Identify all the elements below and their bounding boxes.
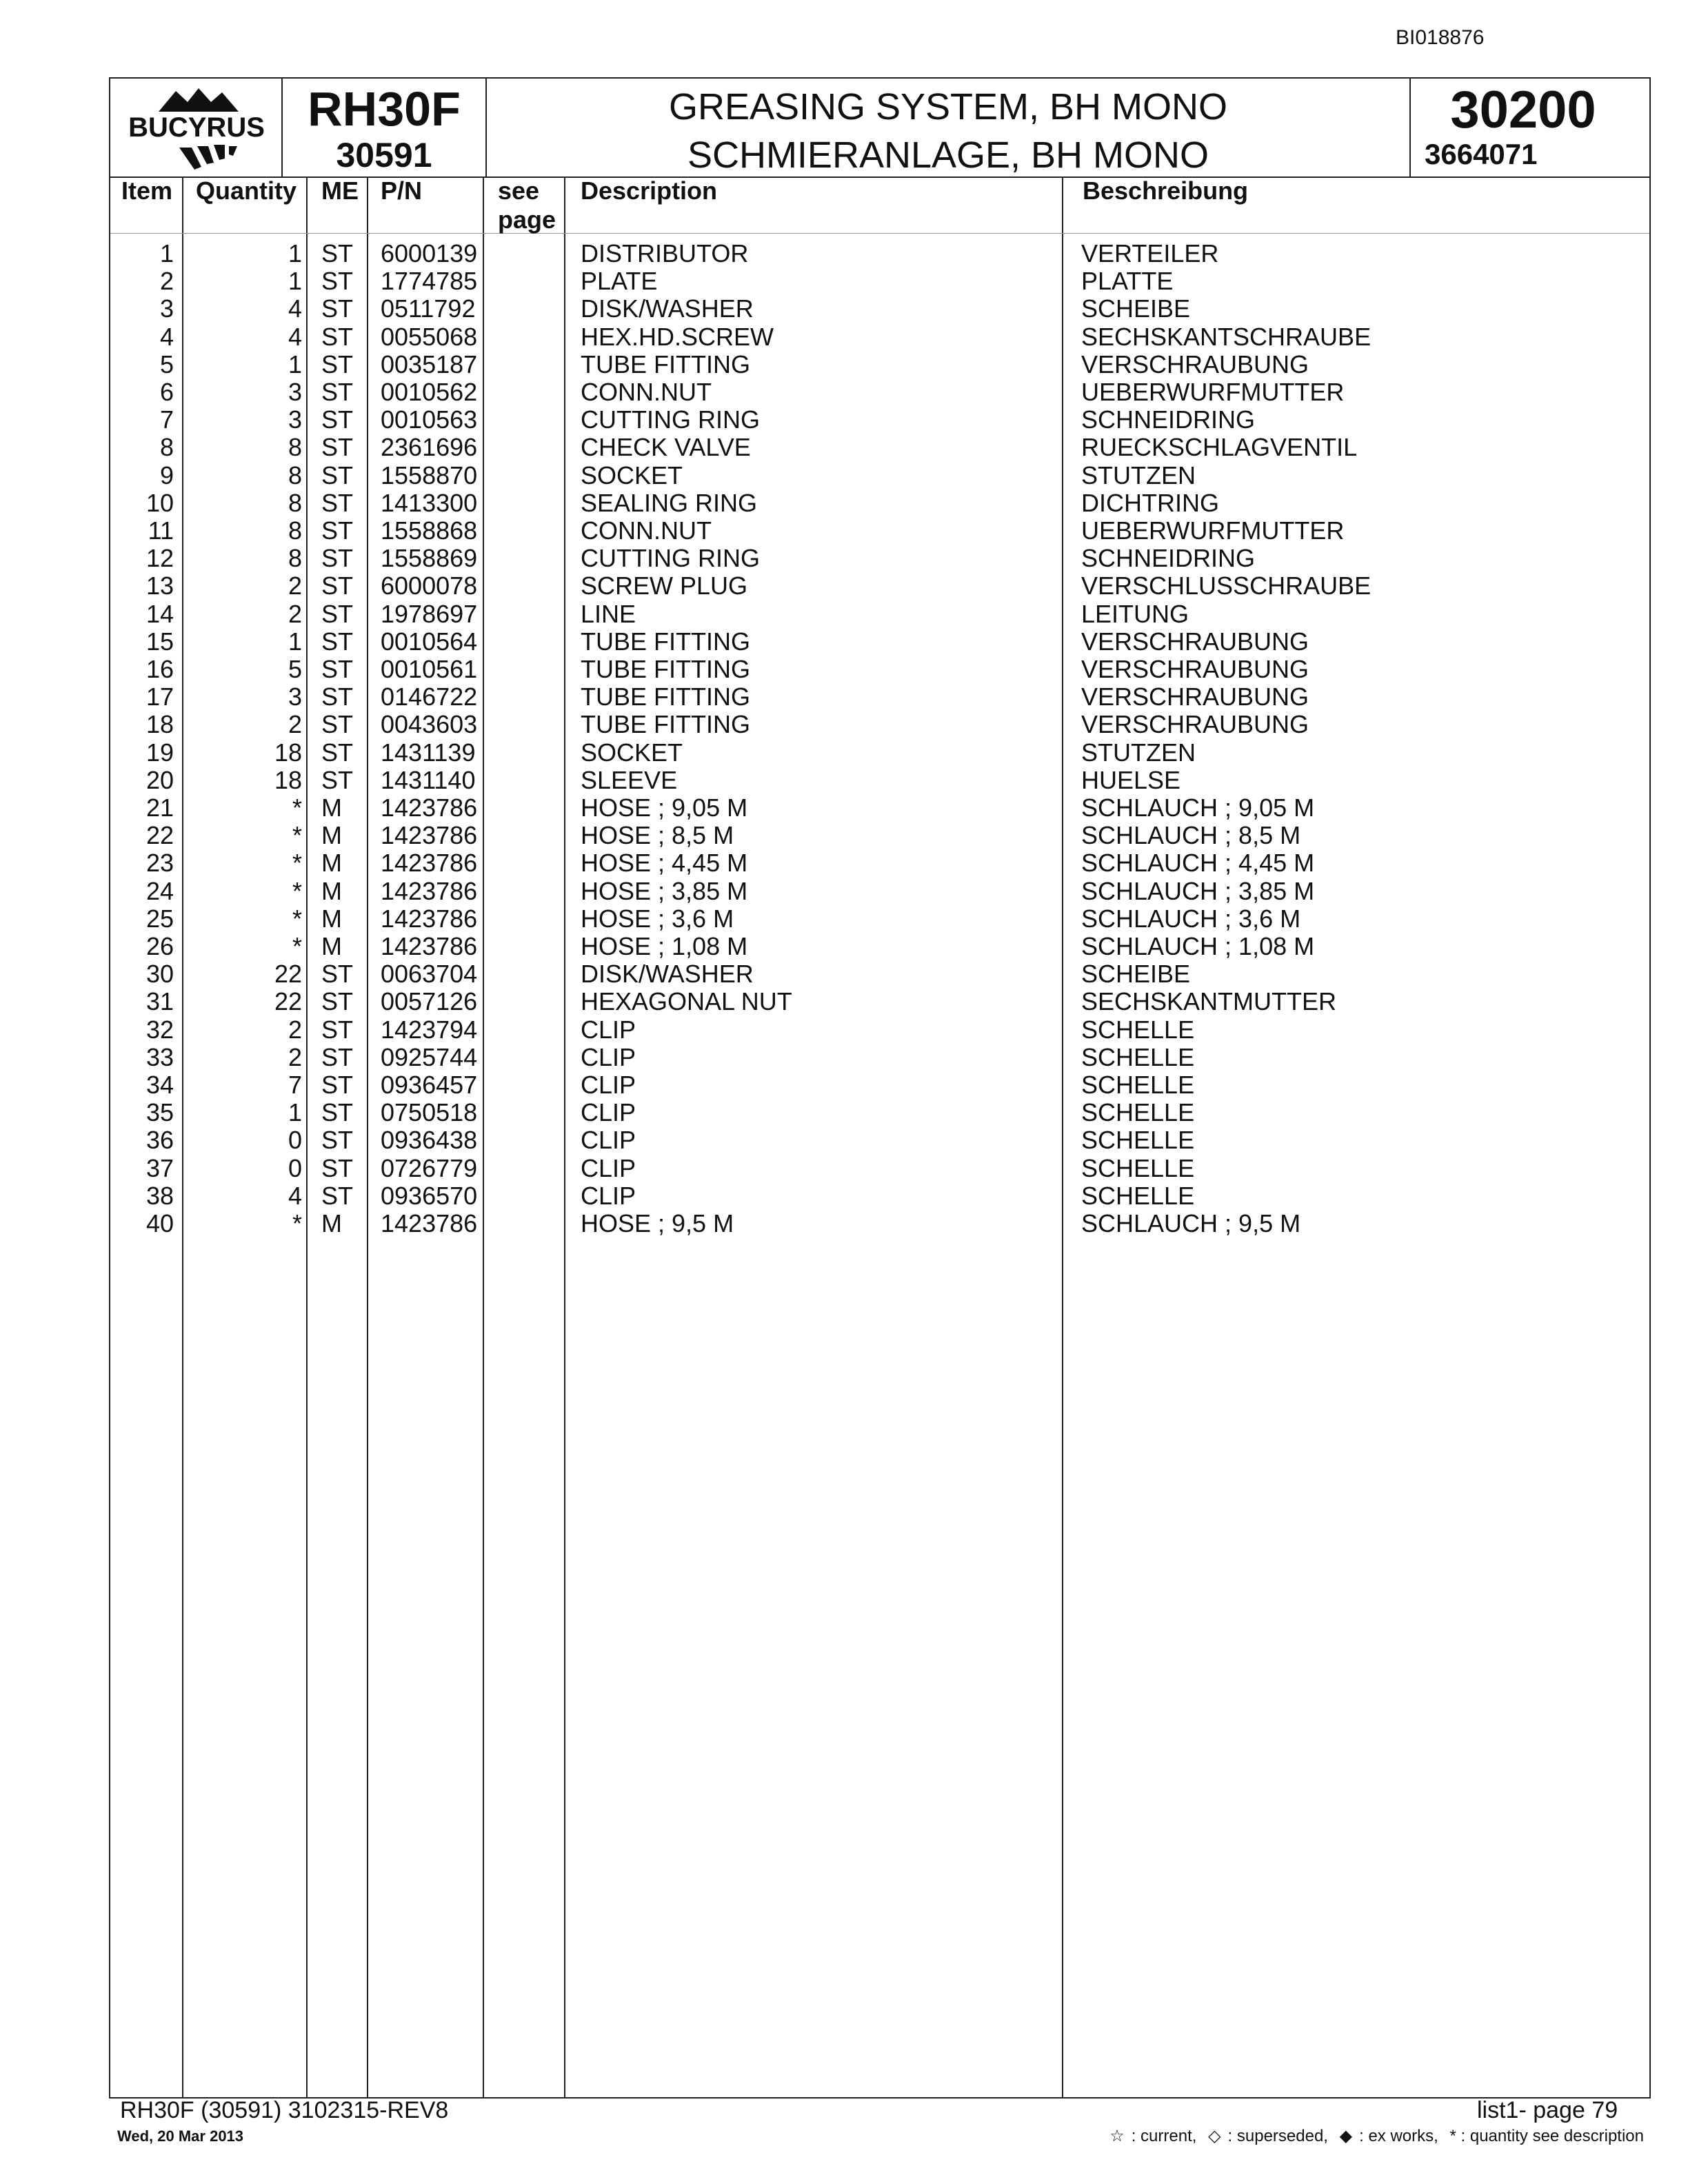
quantity-cell: 7 <box>288 1071 302 1099</box>
item-cell: 17 <box>145 682 174 711</box>
item-cell: 10 <box>145 488 174 517</box>
part-number-cell: 1558869 <box>381 544 478 573</box>
me-cell: ST <box>321 516 354 545</box>
item-cell: 9 <box>159 461 174 489</box>
table-row <box>110 1126 1649 1154</box>
item-cell: 20 <box>145 765 174 794</box>
quantity-cell: * <box>292 1209 302 1237</box>
model-name: RH30F <box>308 82 461 136</box>
part-number-cell: 1423786 <box>381 1209 478 1237</box>
part-number-cell: 1423786 <box>381 904 478 933</box>
column-header-quantity: Quantity <box>196 176 297 205</box>
beschreibung-cell: DICHTRING <box>1081 488 1219 517</box>
description-cell: TUBE FITTING <box>581 710 750 739</box>
table-row <box>110 960 1649 988</box>
beschreibung-cell: SCHELLE <box>1081 1098 1195 1127</box>
item-cell: 8 <box>159 433 174 462</box>
part-number-cell: 1423786 <box>381 849 478 878</box>
item-cell: 12 <box>145 544 174 573</box>
part-number-cell: 0936457 <box>381 1071 478 1099</box>
me-cell: ST <box>321 267 354 296</box>
description-cell: TUBE FITTING <box>581 350 750 378</box>
description-cell: CLIP <box>581 1042 636 1071</box>
beschreibung-cell: LEITUNG <box>1081 599 1189 628</box>
description-cell: TUBE FITTING <box>581 655 750 683</box>
quantity-cell: 5 <box>288 655 302 683</box>
me-cell: ST <box>321 682 354 711</box>
item-cell: 26 <box>145 932 174 960</box>
table-row <box>110 767 1649 794</box>
star-outline-icon: ☆ <box>1109 2127 1125 2145</box>
item-cell: 34 <box>145 1071 174 1099</box>
drawing-number: 3664071 <box>1425 138 1538 170</box>
description-cell: SCREW PLUG <box>581 572 748 600</box>
beschreibung-cell: SCHLAUCH ; 9,05 M <box>1081 793 1315 822</box>
description-cell: TUBE FITTING <box>581 682 750 711</box>
part-number-cell: 1423794 <box>381 1015 478 1044</box>
description-cell: CLIP <box>581 1071 636 1099</box>
title-block <box>110 79 1649 178</box>
table-row <box>110 489 1649 517</box>
description-cell: CUTTING RING <box>581 405 760 434</box>
description-cell: SLEEVE <box>581 765 678 794</box>
part-number-cell: 0035187 <box>381 350 478 378</box>
description-cell: DISTRIBUTOR <box>581 239 749 267</box>
beschreibung-cell: SCHEIBE <box>1081 294 1191 323</box>
footer-reference: RH30F (30591) 3102315-REV8 <box>120 2097 449 2123</box>
table-row <box>110 1155 1649 1182</box>
quantity-cell: 22 <box>274 987 302 1016</box>
table-row <box>110 1099 1649 1126</box>
group-cell <box>1411 79 1649 176</box>
beschreibung-cell: VERSCHRAUBUNG <box>1081 682 1309 711</box>
footer-page: list1- page 79 <box>1477 2097 1618 2123</box>
table-row <box>110 711 1649 738</box>
beschreibung-cell: SCHLAUCH ; 1,08 M <box>1081 932 1315 960</box>
me-cell: ST <box>321 544 354 573</box>
description-cell: TUBE FITTING <box>581 627 750 656</box>
me-cell: ST <box>321 488 354 517</box>
title-cell <box>487 79 1411 176</box>
group-number: 30200 <box>1450 81 1596 139</box>
description-cell: PLATE <box>581 267 658 296</box>
legend <box>1109 2126 1651 2146</box>
item-cell: 37 <box>145 1153 174 1182</box>
part-number-cell: 0936438 <box>381 1126 478 1155</box>
table-row <box>110 656 1649 683</box>
me-cell: ST <box>321 405 354 434</box>
description-cell: HOSE ; 3,6 M <box>581 904 734 933</box>
me-cell: ST <box>321 1015 354 1044</box>
logo-cell <box>110 79 283 176</box>
quantity-cell: 18 <box>274 765 302 794</box>
me-cell: M <box>321 932 342 960</box>
beschreibung-cell: SCHELLE <box>1081 1015 1195 1044</box>
quantity-cell: 0 <box>288 1126 302 1155</box>
part-number-cell: 0043603 <box>381 710 478 739</box>
beschreibung-cell: STUTZEN <box>1081 738 1196 767</box>
quantity-cell: 2 <box>288 1042 302 1071</box>
quantity-cell: 22 <box>274 960 302 989</box>
table-row <box>110 378 1649 406</box>
beschreibung-cell: VERSCHRAUBUNG <box>1081 655 1309 683</box>
me-cell: M <box>321 1209 342 1237</box>
part-number-cell: 0063704 <box>381 960 478 989</box>
item-cell: 11 <box>148 516 174 545</box>
part-number-cell: 0726779 <box>381 1153 478 1182</box>
table-row <box>110 351 1649 378</box>
beschreibung-cell: SCHELLE <box>1081 1042 1195 1071</box>
column-header-me: ME <box>321 176 359 205</box>
description-cell: HOSE ; 9,05 M <box>581 793 748 822</box>
part-number-cell: 1774785 <box>381 267 478 296</box>
column-header-pn: P/N <box>381 176 423 205</box>
item-cell: 35 <box>145 1098 174 1127</box>
beschreibung-cell: RUECKSCHLAGVENTIL <box>1081 433 1358 462</box>
document-id: BI018876 <box>1396 26 1485 49</box>
quantity-cell: 2 <box>288 1015 302 1044</box>
quantity-cell: 1 <box>288 267 302 296</box>
item-cell: 33 <box>145 1042 174 1071</box>
item-cell: 14 <box>145 599 174 628</box>
bucyrus-logo <box>110 79 283 176</box>
table-row <box>110 406 1649 434</box>
me-cell: ST <box>321 987 354 1016</box>
item-cell: 30 <box>145 960 174 989</box>
part-number-cell: 0057126 <box>381 987 478 1016</box>
table-row <box>110 794 1649 822</box>
table-row <box>110 1044 1649 1071</box>
table-row <box>110 323 1649 351</box>
item-cell: 25 <box>145 904 174 933</box>
legend-current: : current, <box>1131 2127 1197 2145</box>
quantity-cell: 0 <box>288 1153 302 1182</box>
part-number-cell: 0010562 <box>381 378 478 406</box>
quantity-cell: 2 <box>288 710 302 739</box>
item-cell: 2 <box>159 267 174 296</box>
header-separator <box>110 233 1649 234</box>
table-row <box>110 517 1649 545</box>
item-cell: 38 <box>145 1181 174 1210</box>
table-row <box>110 572 1649 600</box>
quantity-cell: 3 <box>288 378 302 406</box>
item-cell: 15 <box>145 627 174 656</box>
item-cell: 18 <box>145 710 174 739</box>
item-cell: 40 <box>145 1209 174 1237</box>
quantity-cell: 8 <box>288 488 302 517</box>
me-cell: ST <box>321 294 354 323</box>
item-cell: 21 <box>145 793 174 822</box>
me-cell: ST <box>321 710 354 739</box>
me-cell: M <box>321 793 342 822</box>
quantity-cell: 8 <box>288 516 302 545</box>
description-cell: SEALING RING <box>581 488 758 517</box>
part-number-cell: 0055068 <box>381 322 478 351</box>
item-cell: 13 <box>145 572 174 600</box>
beschreibung-cell: UEBERWURFMUTTER <box>1081 378 1345 406</box>
part-number-cell: 1978697 <box>381 599 478 628</box>
column-header-description: Description <box>581 176 718 205</box>
part-number-cell: 1423786 <box>381 876 478 905</box>
item-cell: 23 <box>145 849 174 878</box>
me-cell: ST <box>321 322 354 351</box>
beschreibung-cell: SCHNEIDRING <box>1081 544 1256 573</box>
me-cell: ST <box>321 765 354 794</box>
quantity-cell: * <box>292 904 302 933</box>
table-row <box>110 267 1649 295</box>
description-cell: SOCKET <box>581 461 683 489</box>
me-cell: ST <box>321 1098 354 1127</box>
diamond-filled-icon: ◆ <box>1339 2127 1353 2145</box>
description-cell: CLIP <box>581 1126 636 1155</box>
part-number-cell: 0936570 <box>381 1181 478 1210</box>
beschreibung-cell: SCHELLE <box>1081 1071 1195 1099</box>
table-row <box>110 600 1649 628</box>
table-row <box>110 905 1649 933</box>
parts-list-frame <box>109 77 1651 2099</box>
me-cell: ST <box>321 1126 354 1155</box>
quantity-cell: 3 <box>288 405 302 434</box>
me-cell: ST <box>321 1153 354 1182</box>
part-number-cell: 6000139 <box>381 239 478 267</box>
me-cell: M <box>321 904 342 933</box>
me-cell: ST <box>321 350 354 378</box>
page-label: page <box>498 205 556 234</box>
description-cell: CONN.NUT <box>581 516 712 545</box>
quantity-cell: * <box>292 821 302 850</box>
beschreibung-cell: SCHELLE <box>1081 1153 1195 1182</box>
beschreibung-cell: SCHLAUCH ; 8,5 M <box>1081 821 1301 850</box>
column-header-item: Item <box>121 176 173 205</box>
part-number-cell: 1423786 <box>381 793 478 822</box>
description-cell: CUTTING RING <box>581 544 760 573</box>
me-cell: ST <box>321 1071 354 1099</box>
beschreibung-cell: VERSCHLUSSCHRAUBE <box>1081 572 1372 600</box>
logo-wordmark: BUCYRUS <box>128 112 265 143</box>
model-cell <box>283 79 487 176</box>
description-cell: HOSE ; 4,45 M <box>581 849 748 878</box>
beschreibung-cell: SCHLAUCH ; 4,45 M <box>1081 849 1315 878</box>
description-cell: DISK/WASHER <box>581 294 754 323</box>
description-cell: CLIP <box>581 1015 636 1044</box>
me-cell: ST <box>321 239 354 267</box>
table-row <box>110 1071 1649 1099</box>
legend-ex-works: : ex works, <box>1359 2127 1438 2145</box>
quantity-cell: 1 <box>288 350 302 378</box>
item-cell: 1 <box>159 239 174 267</box>
quantity-cell: * <box>292 876 302 905</box>
table-row <box>110 1016 1649 1044</box>
beschreibung-cell: VERSCHRAUBUNG <box>1081 710 1309 739</box>
description-cell: SOCKET <box>581 738 683 767</box>
item-cell: 36 <box>145 1126 174 1155</box>
quantity-cell: 8 <box>288 544 302 573</box>
description-cell: DISK/WASHER <box>581 960 754 989</box>
description-cell: HOSE ; 3,85 M <box>581 876 748 905</box>
item-cell: 6 <box>159 378 174 406</box>
table-row <box>110 683 1649 711</box>
quantity-cell: 1 <box>288 627 302 656</box>
beschreibung-cell: STUTZEN <box>1081 461 1196 489</box>
legend-superseded: : superseded, <box>1227 2127 1328 2145</box>
description-cell: CLIP <box>581 1153 636 1182</box>
part-number-cell: 0146722 <box>381 682 478 711</box>
title-german: SCHMIERANLAGE, BH MONO <box>687 134 1209 176</box>
see-label: see <box>498 176 540 205</box>
description-cell: CLIP <box>581 1098 636 1127</box>
beschreibung-cell: SCHLAUCH ; 3,6 M <box>1081 904 1301 933</box>
item-cell: 16 <box>145 655 174 683</box>
beschreibung-cell: SCHLAUCH ; 3,85 M <box>1081 876 1315 905</box>
part-number-cell: 0750518 <box>381 1098 478 1127</box>
table-row <box>110 434 1649 461</box>
item-cell: 31 <box>145 987 174 1016</box>
quantity-cell: * <box>292 849 302 878</box>
table-row <box>110 462 1649 489</box>
beschreibung-cell: SECHSKANTMUTTER <box>1081 987 1337 1016</box>
part-number-cell: 1558868 <box>381 516 478 545</box>
legend-quantity: * : quantity see description <box>1449 2127 1644 2145</box>
quantity-cell: 2 <box>288 599 302 628</box>
me-cell: ST <box>321 738 354 767</box>
beschreibung-cell: VERSCHRAUBUNG <box>1081 350 1309 378</box>
me-cell: ST <box>321 461 354 489</box>
me-cell: ST <box>321 655 354 683</box>
beschreibung-cell: SCHELLE <box>1081 1126 1195 1155</box>
diamond-outline-icon: ◇ <box>1208 2127 1221 2145</box>
beschreibung-cell: HUELSE <box>1081 765 1181 794</box>
part-number-cell: 1423786 <box>381 821 478 850</box>
quantity-cell: 2 <box>288 572 302 600</box>
item-cell: 4 <box>159 322 174 351</box>
quantity-cell: 4 <box>288 1181 302 1210</box>
me-cell: ST <box>321 572 354 600</box>
description-cell: HEXAGONAL NUT <box>581 987 792 1016</box>
table-row <box>110 1182 1649 1210</box>
item-cell: 22 <box>145 821 174 850</box>
part-number-cell: 0511792 <box>381 294 476 323</box>
part-number-cell: 0925744 <box>381 1042 478 1071</box>
footer-date: Wed, 20 Mar 2013 <box>117 2127 244 2145</box>
quantity-cell: 1 <box>288 1098 302 1127</box>
me-cell: ST <box>321 433 354 462</box>
quantity-cell: * <box>292 932 302 960</box>
item-cell: 24 <box>145 876 174 905</box>
part-number-cell: 6000078 <box>381 572 478 600</box>
column-header-beschreibung: Beschreibung <box>1083 176 1249 205</box>
me-cell: ST <box>321 960 354 989</box>
table-row <box>110 849 1649 877</box>
part-number-cell: 1558870 <box>381 461 478 489</box>
beschreibung-cell: SCHELLE <box>1081 1181 1195 1210</box>
description-cell: HOSE ; 8,5 M <box>581 821 734 850</box>
me-cell: M <box>321 849 342 878</box>
item-cell: 7 <box>159 405 174 434</box>
description-cell: LINE <box>581 599 636 628</box>
description-cell: HEX.HD.SCREW <box>581 322 774 351</box>
table-row <box>110 1210 1649 1237</box>
me-cell: ST <box>321 378 354 406</box>
beschreibung-cell: UEBERWURFMUTTER <box>1081 516 1345 545</box>
part-number-cell: 1431140 <box>381 765 476 794</box>
quantity-cell: 18 <box>274 738 302 767</box>
beschreibung-cell: VERTEILER <box>1081 239 1219 267</box>
part-number-cell: 1413300 <box>381 488 478 517</box>
me-cell: ST <box>321 1181 354 1210</box>
part-number-cell: 0010564 <box>381 627 478 656</box>
description-cell: HOSE ; 1,08 M <box>581 932 748 960</box>
item-cell: 3 <box>159 294 174 323</box>
table-row <box>110 628 1649 656</box>
beschreibung-cell: VERSCHRAUBUNG <box>1081 627 1309 656</box>
title-english: GREASING SYSTEM, BH MONO <box>668 86 1228 128</box>
part-number-cell: 0010561 <box>381 655 478 683</box>
part-number-cell: 1423786 <box>381 932 478 960</box>
me-cell: M <box>321 876 342 905</box>
beschreibung-cell: SCHLAUCH ; 9,5 M <box>1081 1209 1301 1237</box>
beschreibung-cell: SCHNEIDRING <box>1081 405 1256 434</box>
item-cell: 32 <box>145 1015 174 1044</box>
quantity-cell: * <box>292 793 302 822</box>
quantity-cell: 8 <box>288 433 302 462</box>
table-row <box>110 988 1649 1015</box>
table-row <box>110 822 1649 849</box>
table-row <box>110 878 1649 905</box>
table-row <box>110 295 1649 323</box>
quantity-cell: 4 <box>288 294 302 323</box>
me-cell: ST <box>321 627 354 656</box>
column-header-see-page <box>498 176 556 234</box>
quantity-cell: 3 <box>288 682 302 711</box>
me-cell: M <box>321 821 342 850</box>
model-number: 30591 <box>336 136 432 174</box>
description-cell: HOSE ; 9,5 M <box>581 1209 734 1237</box>
part-number-cell: 1431139 <box>381 738 476 767</box>
item-cell: 5 <box>159 350 174 378</box>
table-row <box>110 240 1649 267</box>
me-cell: ST <box>321 599 354 628</box>
table-row <box>110 933 1649 960</box>
beschreibung-cell: PLATTE <box>1081 267 1174 296</box>
part-number-cell: 0010563 <box>381 405 478 434</box>
table-row <box>110 739 1649 767</box>
description-cell: CONN.NUT <box>581 378 712 406</box>
description-cell: CLIP <box>581 1181 636 1210</box>
beschreibung-cell: SECHSKANTSCHRAUBE <box>1081 322 1372 351</box>
quantity-cell: 8 <box>288 461 302 489</box>
table-row <box>110 545 1649 572</box>
quantity-cell: 1 <box>288 239 302 267</box>
quantity-cell: 4 <box>288 322 302 351</box>
part-number-cell: 2361696 <box>381 433 478 462</box>
beschreibung-cell: SCHEIBE <box>1081 960 1191 989</box>
item-cell: 19 <box>145 738 174 767</box>
description-cell: CHECK VALVE <box>581 433 751 462</box>
me-cell: ST <box>321 1042 354 1071</box>
